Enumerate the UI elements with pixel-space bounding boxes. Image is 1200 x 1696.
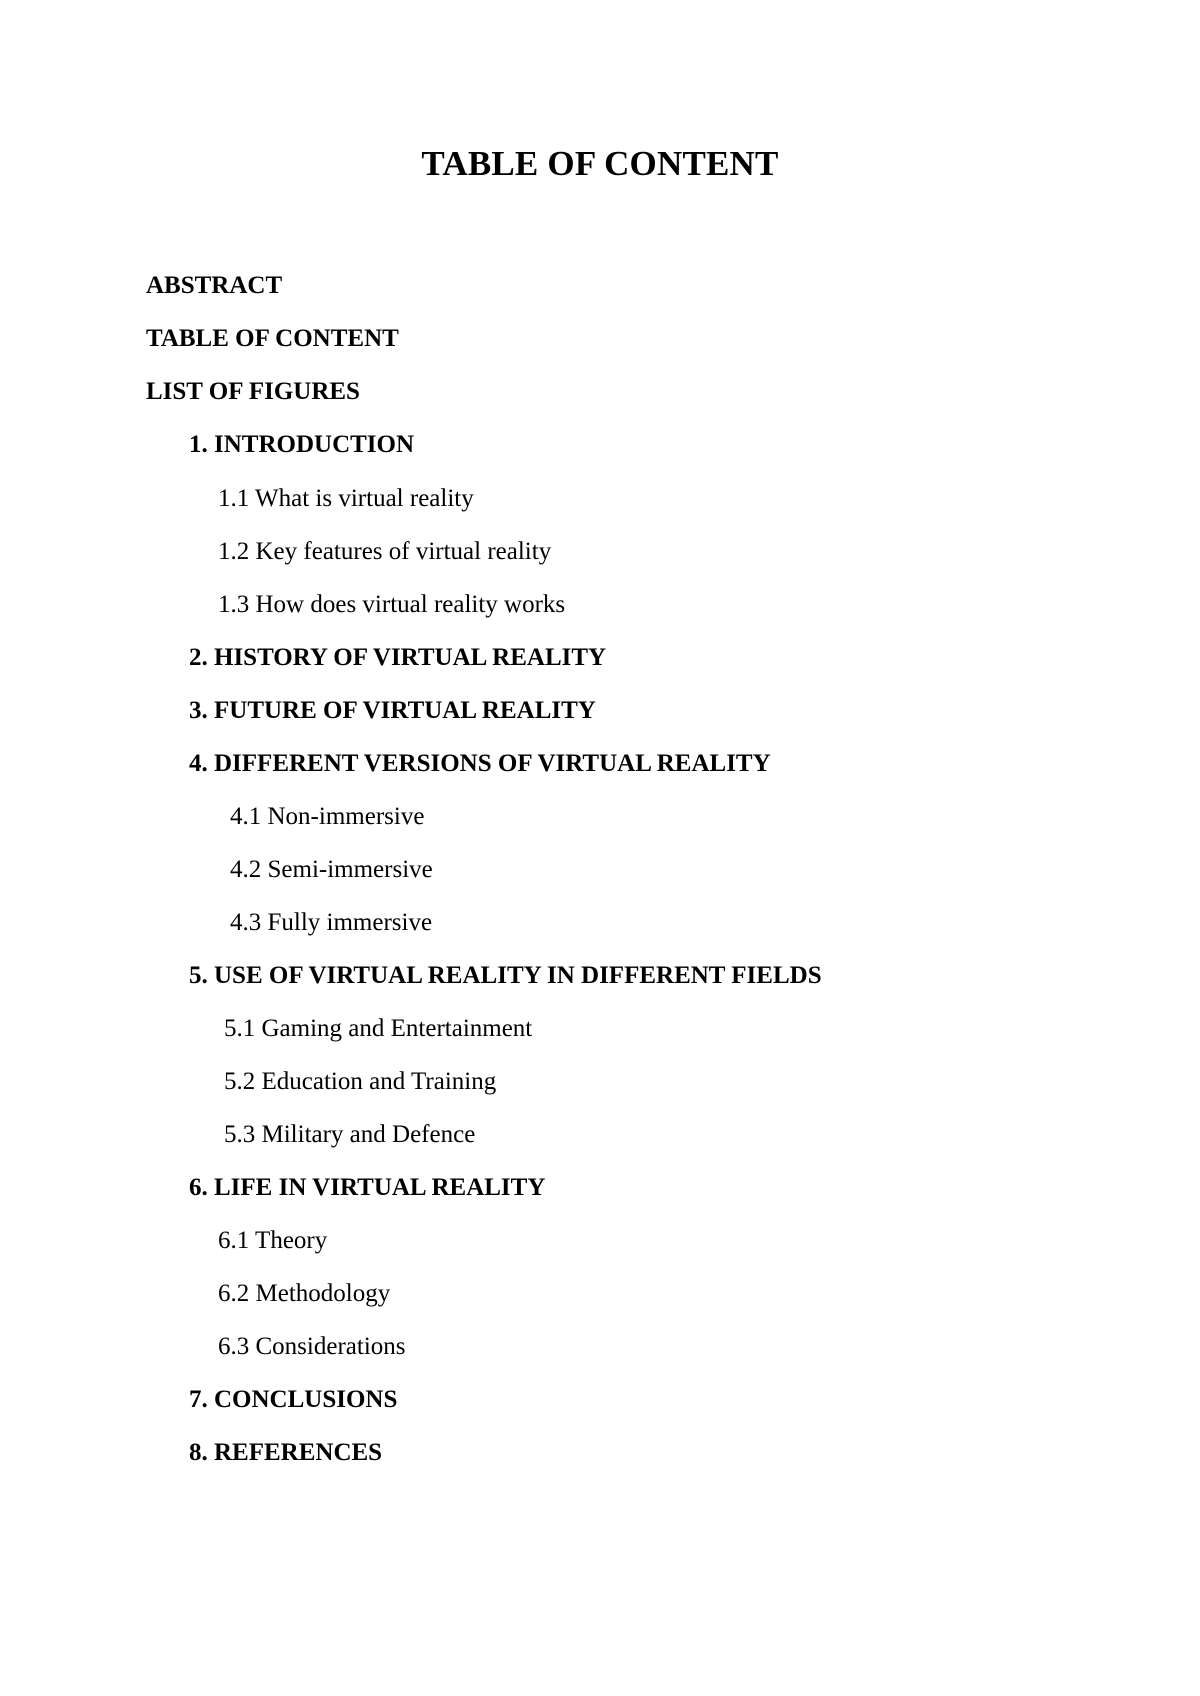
toc-section-heading: 3. FUTURE OF VIRTUAL REALITY	[189, 697, 596, 724]
page-title: TABLE OF CONTENT	[421, 144, 779, 183]
toc-section-heading: 2. HISTORY OF VIRTUAL REALITY	[189, 644, 607, 671]
toc-subsection: 5.1 Gaming and Entertainment	[224, 1015, 533, 1042]
toc-section-heading: 5. USE OF VIRTUAL REALITY IN DIFFERENT FIELDS	[189, 962, 822, 989]
toc-entry-list-of-figures: LIST OF FIGURES	[146, 378, 360, 405]
toc-section-heading: 8. REFERENCES	[189, 1439, 383, 1466]
toc-subsection: 5.2 Education and Training	[224, 1068, 497, 1095]
toc-section-heading: 1. INTRODUCTION	[189, 431, 415, 458]
toc-section-heading: 7. CONCLUSIONS	[189, 1386, 398, 1413]
toc-subsection: 6.3 Considerations	[218, 1333, 406, 1360]
toc-section-heading: 4. DIFFERENT VERSIONS OF VIRTUAL REALITY	[189, 750, 771, 777]
toc-entry-abstract: ABSTRACT	[146, 272, 283, 299]
toc-subsection: 1.2 Key features of virtual reality	[218, 538, 552, 565]
toc-subsection: 4.3 Fully immersive	[230, 909, 433, 936]
toc-subsection: 6.2 Methodology	[218, 1280, 391, 1307]
toc-section-heading: 6. LIFE IN VIRTUAL REALITY	[189, 1174, 546, 1201]
toc-subsection: 4.1 Non-immersive	[230, 803, 425, 830]
toc-subsection: 4.2 Semi-immersive	[230, 856, 433, 883]
toc-subsection: 1.3 How does virtual reality works	[218, 591, 566, 618]
toc-subsection: 1.1 What is virtual reality	[218, 485, 474, 512]
toc-entry-table-of-content: TABLE OF CONTENT	[146, 325, 399, 352]
toc-subsection: 6.1 Theory	[218, 1227, 328, 1254]
toc-subsection: 5.3 Military and Defence	[224, 1121, 476, 1148]
